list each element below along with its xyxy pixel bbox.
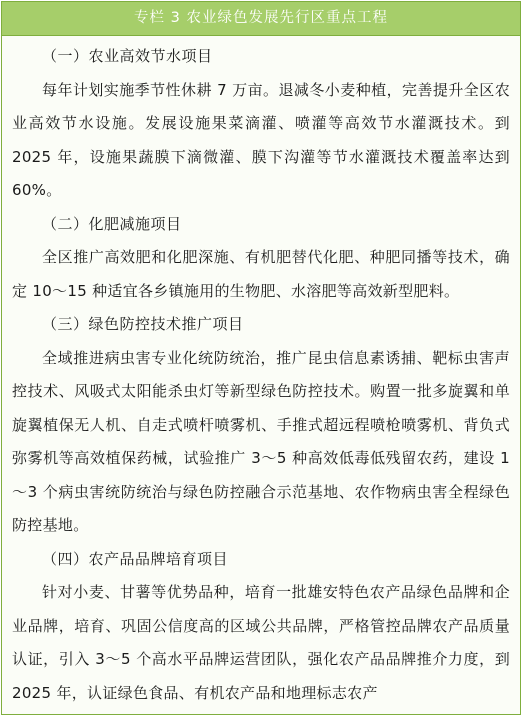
section-text-fertilizer: 全区推广高效肥和化肥深施、有机肥替代化肥、种肥同播等技术，确定 10～15 种适宜各乡镇施用的生物肥、水溶肥等高效新型肥料。 (12, 248, 510, 300)
box-body (2, 36, 520, 710)
section-text-water-saving: 每年计划实施季节性休耕 7 万亩。退减冬小麦种植，完善提升全区农业高效节水设施。发展设施果菜滴灌、喷灌等高效节水灌溉技术。到 2025 年，设施果蔬膜下滴微灌、膜下沟灌等节水灌溉技术覆盖率达到 60%。 (12, 80, 510, 199)
section-heading-green-control: （三）绿色防控技术推广项目 (42, 315, 244, 333)
section-heading-brand: （四）农产品品牌培育项目 (42, 549, 229, 568)
section-heading-water-saving: （一）农业高效节水项目 (42, 47, 213, 65)
section-text-brand: 针对小麦、甘薯等优势品种，培育一批雄安特色农产品绿色品牌和企业品牌，培育、巩固公信度高的区域公共品牌，严格管控品牌农产品质量认证，引入 3～5 个高水平品牌运营团队，强化农产品品牌推介力度，到 2025 年，认证绿色食品、有机农产品和地理标志农产 (12, 583, 510, 702)
box-title: 专栏 3 农业绿色发展先行区重点工程 (2, 2, 520, 36)
section-heading-fertilizer: （二）化肥减施项目 (42, 214, 182, 233)
feature-box (1, 1, 521, 715)
section-text-green-control: 全域推进病虫害专业化统防统治，推广昆虫信息素诱捕、靶标虫害声控技术、风吸式太阳能杀虫灯等新型绿色防控技术。购置一批多旋翼和单旋翼植保无人机、自走式喷杆喷雾机、手推式超远程喷枪喷雾机、背负式弥雾机等高效植保药械，试验推广 3～5 种高效低毒低残留农药，建设 1～3 个病虫害统防统治与绿色防控融合示范基地、农作物病虫害全程绿色防控基地。 (12, 348, 510, 534)
